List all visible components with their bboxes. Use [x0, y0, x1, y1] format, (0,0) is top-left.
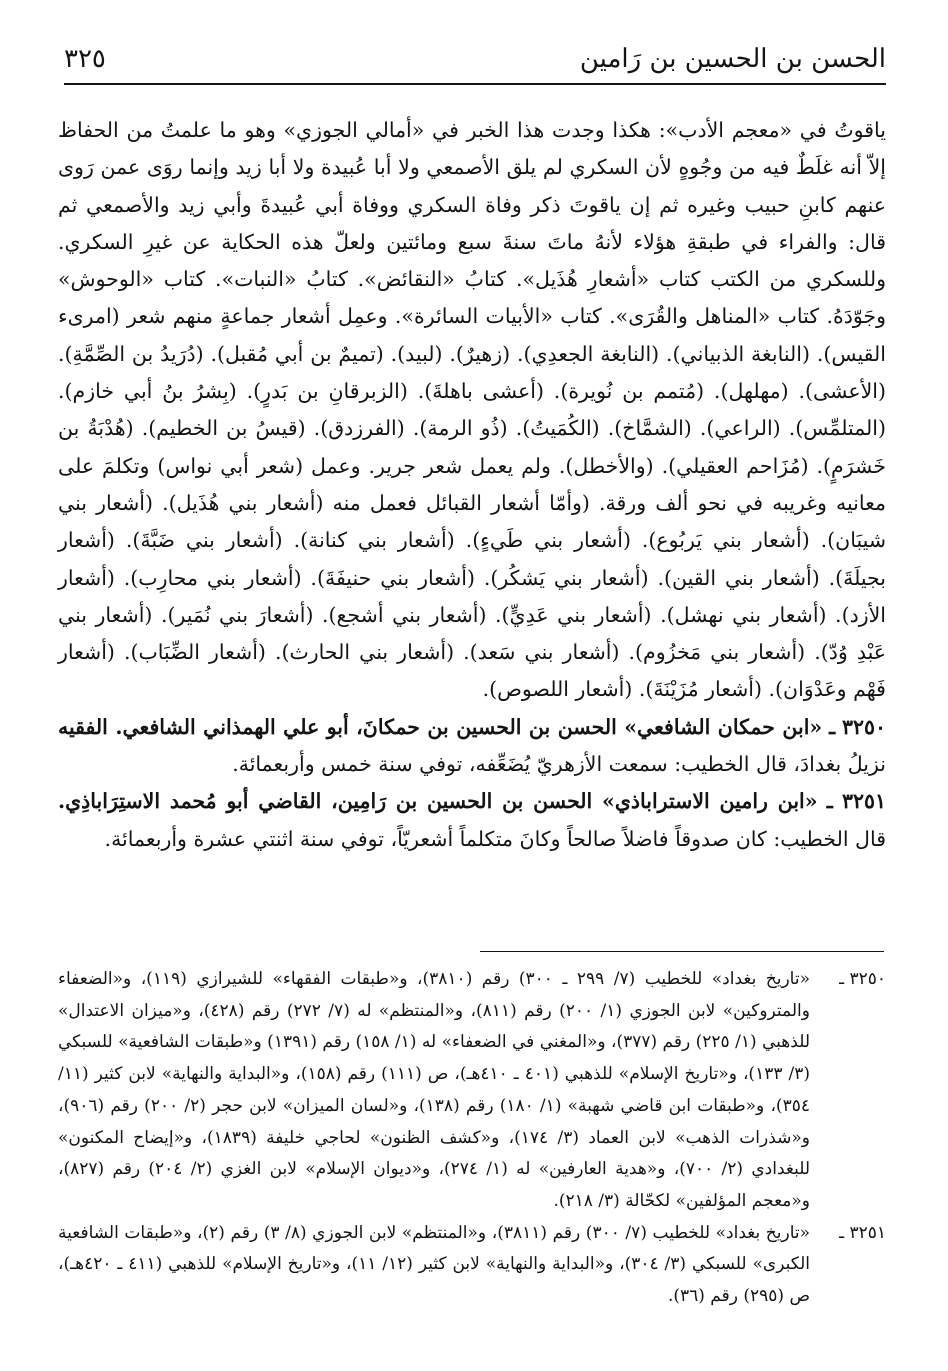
entry-text: قال الخطيب: كان صدوقاً فاضلاً صالحاً وكانَ متكلماً أشعريّاً، توفي سنة اثنتي عشرة وأربعمائة.	[104, 826, 886, 851]
header-rule	[64, 83, 886, 85]
running-title: الحسن بن الحسين بن رَامين	[579, 44, 886, 74]
footnote-text: «تاريخ بغداد» للخطيب (٧/ ٣٠٠) رقم (٣٨١١)، و«المنتظم» لابن الجوزي (٨/ ٣) رقم (٢)، و«طبقات الشافعية الكبرى» للسبكي (٣/ ٣٠٤)، و«البداية والنهاية» لابن كثير (١٢/ ١١)، و«تاريخ الإسلام» للذهبي (٤١١ ـ ٤٢٠هـ)، ص (٢٩٥) رقم (٣٦).	[58, 1222, 811, 1307]
entry-number: ٣٢٥١	[841, 789, 886, 814]
biography-entry-3251	[58, 783, 886, 858]
page-header	[64, 26, 886, 80]
main-text	[58, 112, 886, 858]
entry-dash: ـ	[826, 789, 833, 814]
footnote-3251	[58, 1218, 886, 1313]
entry-text: نزيلُ بغدادَ، قال الخطيب: سمعت الأزهريّ يُضَعِّفه، توفي سنة خمس وأربعمائة.	[232, 752, 886, 777]
footnote-rule	[480, 951, 884, 952]
body-paragraph: ياقوتُ في «معجم الأدب»: هكذا وجدت هذا الخبر في «أمالي الجوزي» وهو ما علمتُ من الحفاظ إلاّ أنه غلَطٌ فيه من وجُوهٍ لأن السكري لم يلق الأصمعي ولا أبا عُبيدة ولا أبا زيد وإنما روَى عمن رَوى عنهم كابنِ حبيب وغيره ثم إن ياقوتَ ذكر وفاة السكري ووفاة أبي عُبيدةَ وأبي زيد والأصمعي ثم قال: والفراء في طبقةِ هؤلاء لأنهُ ماتَ سنةَ سبع ومائتين ولعلّ هذه الحكاية عن غيرِ السكري. وللسكري من الكتب كتاب «أشعارِ هُذَيل». كتابُ «النقائض». كتابُ «النبات». كتاب «الوحوش» وجَوّدَهُ. كتاب «المناهل والقُرَى». كتاب «الأبيات السائرة». وعمِل أشعار جماعةٍ منهم شعر (امرىء القيس). (النابغة الذبياني). (النابغة الجعدِي). (زهيرٌ). (لبيد). (تميمٌ بن أبي مُقبل). (دُرَيدُ بن الصِّمَّةِ). (الأعشى). (مهلهل). (مُتمم بن نُويرة). (أعشى باهلةَ). (الزبرقانِ بن بَدرٍ). (بِشرُ بنُ أبي خازم). (المتلمِّس). (الراعي). (الشمَّاخ). (الكُمَيتُ). (ذُو الرمة). (الفرزدق). (قيسُ بن الخطيم). (هُدْبَةُ بن خَشرَمٍ). (مُزَاحم العقيلي). (والأخطل). ولم يعمل شعر جرير. وعمل (شعر أبي نواس) وتكلمَ على معانيه وغريبه في نحو ألف ورقة. (وأمّا أشعار القبائل فعمل منه (أشعار بني هُذَيل). (أشعار بني شيبَان). (أشعار بني يَربُوع). (أشعار بني طَيءٍ). (أشعار بني كنانة). (أشعار بني ضَبَّةَ). (أشعار بجيلَةَ). (أشعار بني القين). (أشعار بني يَشكُر). (أشعار بني حنيفَةَ). (أشعار بني محارِب). (أشعار الأزد). (أشعار بني نهشل). (أشعار بني عَدِيٍّ). (أشعار بني أشجع). (أشعارَ بني نُمَير). (أشعار بني عَبْدِ وُدّ). (أشعار بني مَخزُوم). (أشعار بني سَعد). (أشعار بني الحارث). (أشعار الضِّبَاب). (أشعار فَهْم وعَدْوَان). (أشعار مُزَيْنَةَ). (أشعار اللصوص).	[58, 118, 886, 702]
footnote-number: ٣٢٥٠ ـ	[839, 969, 886, 989]
entry-number: ٣٢٥٠	[841, 714, 886, 739]
entry-dash: ـ	[829, 714, 836, 739]
footnote-text: «تاريخ بغداد» للخطيب (٧/ ٢٩٩ ـ ٣٠٠) رقم (٣٨١٠)، و«طبقات الفقهاء» للشيرازي (١١٩)، و«الضعفاء والمتروكين» لابن الجوزي (١/ ٢٠٠) رقم (٨١١)، و«المنتظم» له (٧/ ٢٧٢) رقم (٤٢٨)، و«ميزان الاعتدال» للذهبي (١/ ٢٢٥) رقم (٣٧٧)، و«المغني في الضعفاء» له (١/ ١٥٨) رقم (١٣٩١) و«طبقات الشافعية» للسبكي (٣/ ١٣٣)، و«تاريخ الإسلام» للذهبي (٤٠١ ـ ٤١٠هـ)، ص (١١١) رقم (١٥٨)، و«البداية والنهاية» لابن كثير (١١/ ٣٥٤)، و«طبقات ابن قاضي شهبة» (١/ ١٨٠) رقم (١٣٨)، و«لسان الميزان» لابن حجر (٢/ ٢٠٠) رقم (٩٠٦)، و«شذرات الذهب» لابن العماد (٣/ ١٧٤)، و«كشف الظنون» لحاجي خليفة (١٨٣٩)، و«إيضاح المكنون» للبغدادي (٢/ ٧٠٠)، و«هدية العارفين» له (١/ ٢٧٤)، و«ديوان الإسلام» لابن الغزي (٢/ ٢٠٤) رقم (٨٢٧)، و«معجم المؤلفين» لكحّالة (٣/ ٢١٨).	[58, 969, 811, 1211]
footnote-3250	[58, 964, 886, 1218]
footnotes	[58, 964, 886, 1313]
entry-heading: «ابن رامين الاستراباذي» الحسن بن الحسين بن رَامِين، القاضي أبو مُحمد الاستِرَاباذِي.	[58, 789, 818, 814]
footnote-number: ٣٢٥١ ـ	[839, 1222, 886, 1243]
biography-entry-3250	[58, 709, 886, 784]
entry-heading: «ابن حمكان الشافعي» الحسن بن الحسين بن حمكانَ، أبو علي الهمذاني الشافعي. الفقيه	[58, 714, 823, 739]
page-number: ٣٢٥	[64, 44, 106, 74]
